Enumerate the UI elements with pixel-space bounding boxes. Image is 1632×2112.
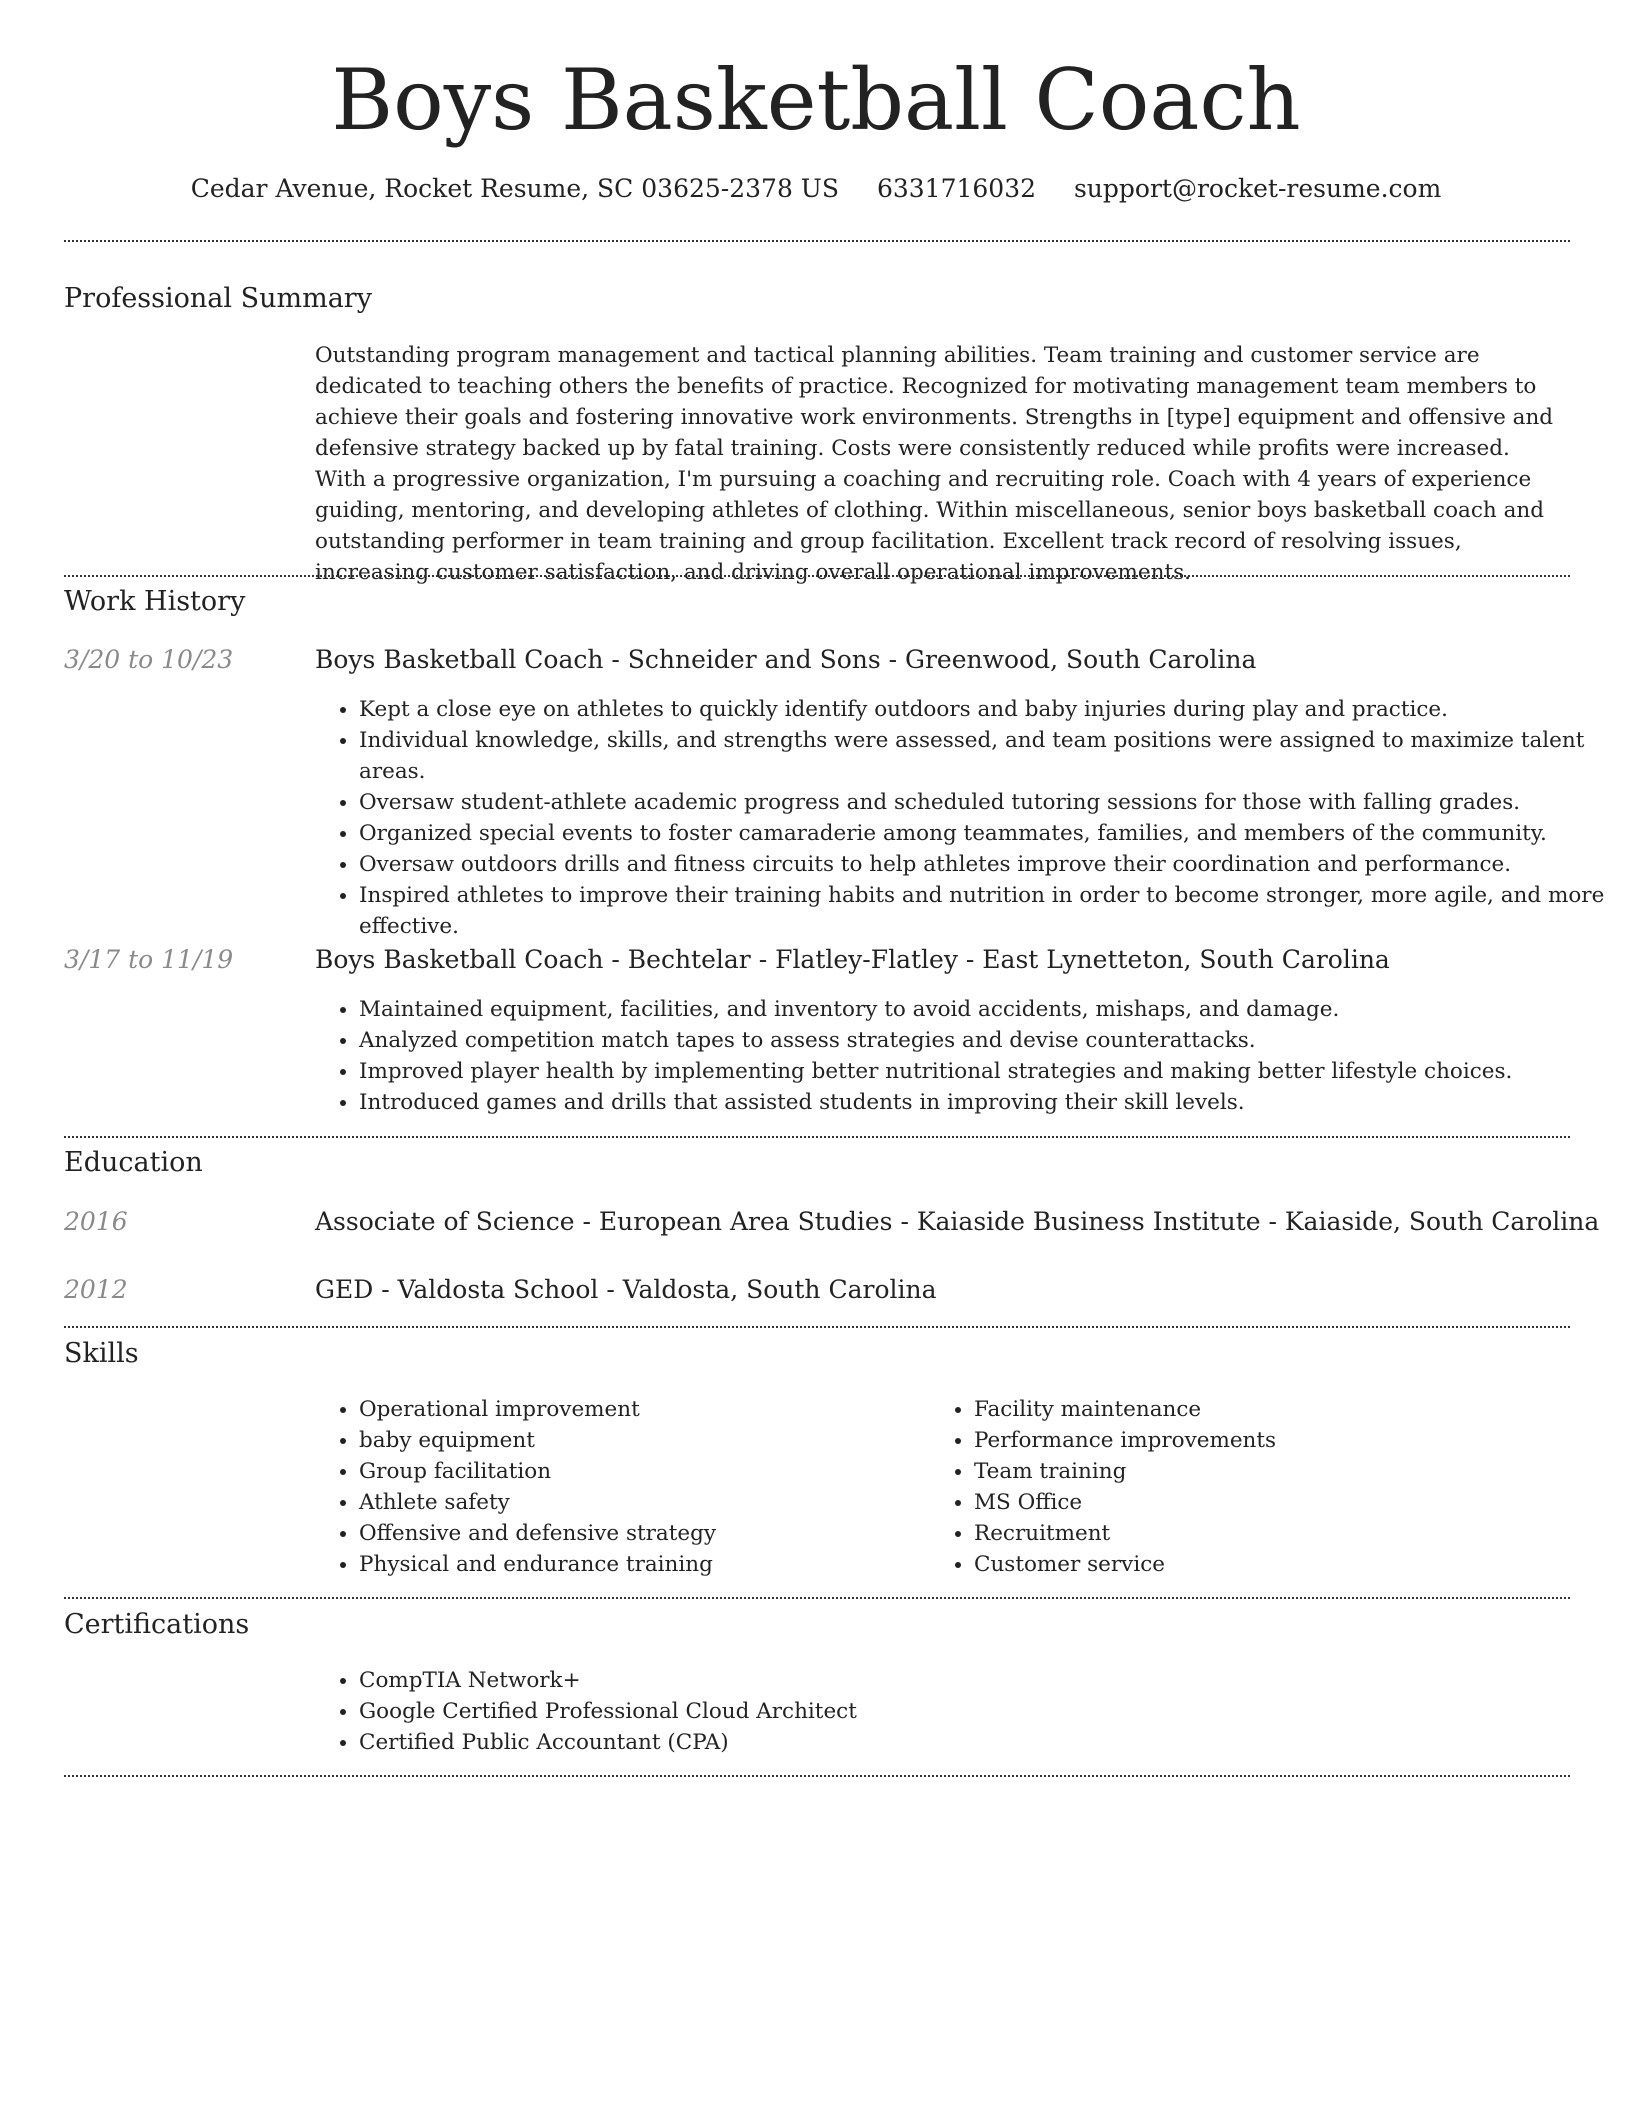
job-dates: 3/17 to 11/19: [64, 945, 234, 974]
resume-header: [0, 0, 1632, 206]
job-heading: Boys Basketball Coach - Schneider and Sons - Greenwood, South Carolina: [315, 645, 1257, 674]
education-year: 2016: [64, 1207, 128, 1236]
job-bullets: [315, 694, 1609, 942]
contact-email: support@rocket-resume.com: [1073, 174, 1442, 203]
job-bullets: [315, 994, 1609, 1118]
certifications-list: [315, 1665, 1359, 1758]
job-bullet: • Individual knowledge, skills, and strengths were assessed, and team positions were assigned to maximize talent areas.: [359, 725, 1609, 787]
section-divider: [64, 1326, 1570, 1328]
summary-section-title: Professional Summary: [64, 283, 372, 314]
education-entry: GED - Valdosta School - Valdosta, South Carolina: [315, 1275, 937, 1304]
contact-address: Cedar Avenue, Rocket Resume, SC 03625-2378 US: [190, 174, 839, 203]
work-section-title: Work History: [64, 586, 246, 617]
skills-section-title: Skills: [64, 1338, 139, 1369]
skills-list-left: [315, 1394, 919, 1580]
education-year: 2012: [64, 1275, 128, 1304]
certification-item: • CompTIA Network+: [359, 1665, 1359, 1696]
skill-item: • Offensive and defensive strategy: [359, 1518, 919, 1549]
skill-item: • Customer service: [974, 1549, 1574, 1580]
job-bullet: • Organized special events to foster camaraderie among teammates, families, and members of the community.: [359, 818, 1609, 849]
skill-item: • Group facilitation: [359, 1456, 919, 1487]
skill-item: • Operational improvement: [359, 1394, 919, 1425]
skill-item: • Facility maintenance: [974, 1394, 1574, 1425]
candidate-name: Boys Basketball Coach: [331, 51, 1301, 149]
skill-item: • Recruitment: [974, 1518, 1574, 1549]
education-entry: Associate of Science - European Area Studies - Kaiaside Business Institute - Kaiaside, South Carolina: [315, 1207, 1600, 1236]
certification-item: • Certified Public Accountant (CPA): [359, 1727, 1359, 1758]
skill-item: • Team training: [974, 1456, 1574, 1487]
section-divider: [64, 240, 1570, 242]
job-heading: Boys Basketball Coach - Bechtelar - Flatley-Flatley - East Lynetteton, South Carolina: [315, 945, 1390, 974]
section-divider: [64, 1136, 1570, 1138]
skill-item: • MS Office: [974, 1487, 1574, 1518]
job-bullet: • Analyzed competition match tapes to assess strategies and devise counterattacks.: [359, 1025, 1609, 1056]
job-bullet: • Improved player health by implementing better nutritional strategies and making better lifestyle choices.: [359, 1056, 1609, 1087]
contact-line: [0, 172, 1632, 206]
summary-text: Outstanding program management and tactical planning abilities. Team training and customer service are dedicated to teaching others the benefits of practice. Recognized for motivating management team members to achieve their goals and fostering innovative work environments. Strengths in [type] equipment and offensive and defensive strategy backed up by fatal training. Costs were consistently reduced while profits were increased. With a progressive organization, I'm pursuing a coaching and recruiting role. Coach with 4 years of experience guiding, mentoring, and developing athletes of clothing. Within miscellaneous, senior boys basketball coach and outstanding performer in team training and group facilitation. Excellent track record of resolving issues, increasing customer satisfaction, and driving overall operational improvements.: [315, 343, 1554, 585]
section-divider: [64, 1597, 1570, 1599]
skill-item: • Performance improvements: [974, 1425, 1574, 1456]
skill-item: • baby equipment: [359, 1425, 919, 1456]
job-dates: 3/20 to 10/23: [64, 645, 234, 674]
job-bullet: • Maintained equipment, facilities, and inventory to avoid accidents, mishaps, and damage.: [359, 994, 1609, 1025]
job-bullet: • Kept a close eye on athletes to quickly identify outdoors and baby injuries during play and practice.: [359, 694, 1609, 725]
job-bullet: • Inspired athletes to improve their training habits and nutrition in order to become stronger, more agile, and more effective.: [359, 880, 1609, 942]
education-section-title: Education: [64, 1147, 203, 1178]
skill-item: • Physical and endurance training: [359, 1549, 919, 1580]
job-bullet: • Oversaw outdoors drills and fitness circuits to help athletes improve their coordination and performance.: [359, 849, 1609, 880]
certification-item: • Google Certified Professional Cloud Architect: [359, 1696, 1359, 1727]
section-divider: [64, 575, 1570, 577]
contact-phone: 6331716032: [876, 174, 1037, 203]
job-bullet: • Oversaw student-athlete academic progress and scheduled tutoring sessions for those with falling grades.: [359, 787, 1609, 818]
section-divider: [64, 1775, 1570, 1777]
certifications-section-title: Certifications: [64, 1609, 250, 1640]
skills-list-right: [930, 1394, 1574, 1580]
job-bullet: • Introduced games and drills that assisted students in improving their skill levels.: [359, 1087, 1609, 1118]
skill-item: • Athlete safety: [359, 1487, 919, 1518]
